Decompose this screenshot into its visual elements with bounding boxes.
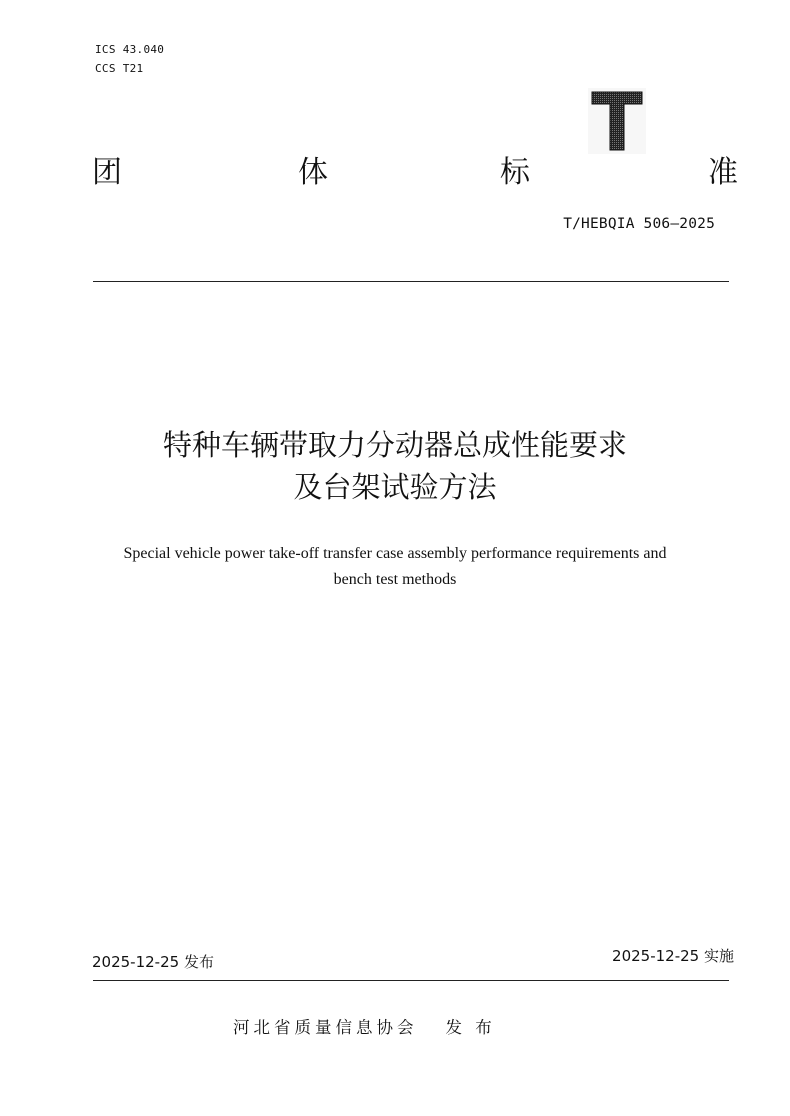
standard-type-char-2: 体 [298,155,328,190]
english-title [60,541,730,593]
english-title-line-1: Special vehicle power take-off transfer case assembly performance requirements and [123,545,667,562]
publisher-verb: 发 布 [445,1018,496,1037]
publisher-line [233,1016,496,1040]
ics-code: ICS 43.040 [95,43,165,56]
standard-type-char-1: 团 [92,155,122,190]
ccs-code: CCS T21 [95,62,144,75]
t-logo-icon [584,86,650,156]
publisher-name: 河北省质量信息协会 [233,1018,418,1037]
standard-type-heading [92,150,738,196]
standard-type-char-4: 准 [708,155,738,190]
standard-number: T/HEBQIA 506—2025 [563,216,715,232]
chinese-title-line-2: 及台架试验方法 [293,470,497,504]
classification-codes [95,40,164,78]
chinese-title-line-1: 特种车辆带取力分动器总成性能要求 [162,428,627,462]
issue-date: 2025-12-25 发布 [92,953,214,971]
standard-type-char-3: 标 [500,155,530,190]
chinese-title [60,424,730,508]
english-title-line-2: bench test methods [333,571,457,588]
top-divider [93,281,729,282]
bottom-divider [93,980,729,981]
implementation-date: 2025-12-25 实施 [612,947,734,965]
